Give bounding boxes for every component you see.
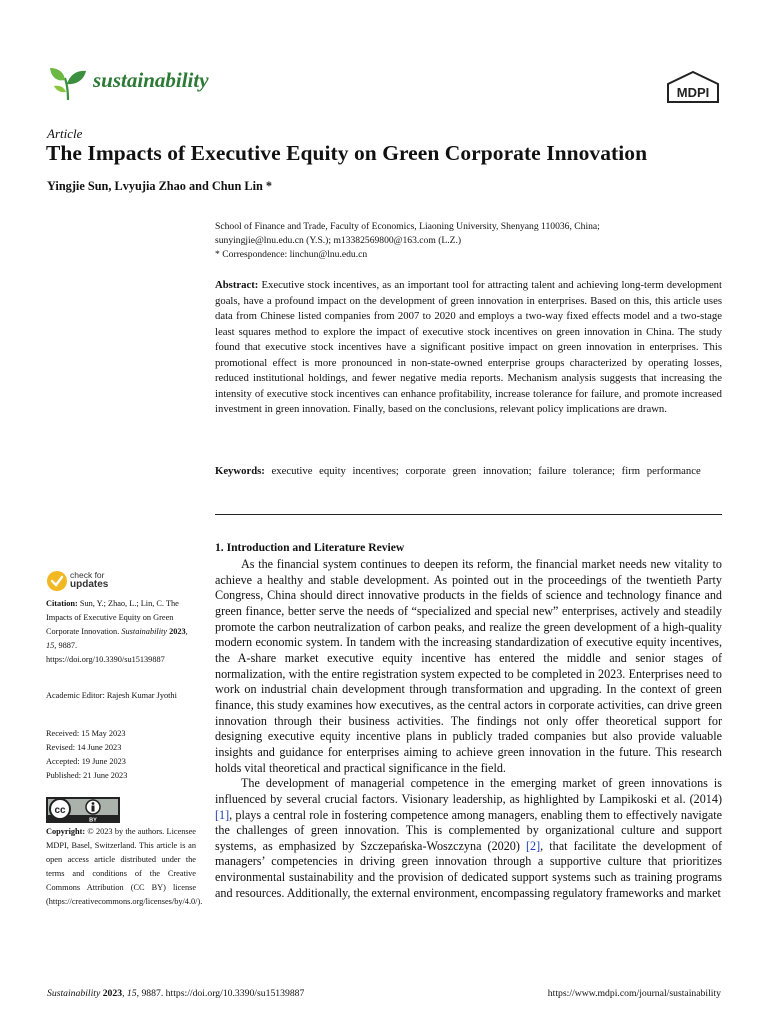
citation-block: Citation: Sun, Y.; Zhao, L.; Lin, C. The Impacts of Executive Equity on Green Corporate Innovation. Sustainability 2023, 15, 9887. https://doi.org/10.3390/su15139887 — [46, 599, 188, 665]
paragraph: As the financial system continues to deepen its reform, the financial market needs new vitality to achieve a healthy and stable development. As pointed out in the proceedings of the twentieth Party Congress, China should direct innovative products in the fields of science and technology finance and green finance, better serve the needs of “specialized and special new” enterprises, actively and steadily promote the carbon neutralization of carbon peaks, and realize the green development of a high-quality modern economic system. In tandem with the increasing standardization of executive equity incentives, the A-share market executive equity incentive has entered the middle and senior stages of normalization, with the entire registration system expected to be completed in 2023. Enterprises need to work on industrial chain development through transformation and upgrading. In the context of green finance, this study examines how executives, as the central actors in corporate activities, can drive green innovation through their business activities. The findings not only offer theoretical support for designing executive equity incentive plans in publicly traded companies but also provide valuable insights and guidance for enterprises aiming to achieve green innovation in the future. This research holds vital theoretical and practical significance in the field. — [215, 557, 723, 775]
keywords-text: executive equity incentives; corporate green innovation; failure tolerance; firm performance — [264, 465, 701, 477]
keywords-label: Keywords: — [215, 465, 265, 477]
check-updates-icon — [46, 570, 68, 592]
cc-by-license-icon[interactable] — [46, 797, 120, 823]
journal-name: sustainability — [93, 68, 209, 92]
footer-journal-url[interactable]: https://www.mdpi.com/journal/sustainability — [547, 988, 721, 999]
paragraph: The development of managerial competence in the emerging market of green innovations is influenced by several crucial factors. Visionary leadership, as highlighted by Lampikoski et al. (2014) [1], plays a central role in fostering competence among managers, enabling them to effectively navigate the challenges of green innovation. This is complemented by organizational culture and support systems, as emphasized by Szczepańska-Woszczyna (2020) [2], that facilitate the development of managers’ competencies in driving green innovation through a supportive culture that prioritizes environmental sustainability and the provision of dedicated support systems such as training programs and resources. Additionally, the external environment, encompassing regulatory frameworks and market — [215, 776, 722, 900]
abstract-label: Abstract: — [215, 279, 259, 291]
abstract — [215, 278, 722, 418]
correspondence[interactable]: * Correspondence: linchun@lnu.edu.cn — [215, 249, 368, 261]
affiliation-line: School of Finance and Trade, Faculty of Economics, Liaoning University, Shenyang 110036, China; — [215, 221, 600, 232]
citation-link[interactable]: [2] — [526, 838, 541, 853]
citation-link[interactable]: [1] — [215, 807, 230, 822]
abstract-text: Executive stock incentives, as an important tool for attracting talent and achieving long-term development goals, have a profound impact on the development of green innovation in enterprises. Based on this, this article uses data from Chinese listed companies from 2007 to 2020 and employs a two-way fixed effects model and a two-stage least squares method to explore the impact of executive stock incentives on green innovation in China. The study found that executive stock incentives have a significant positive impact on green innovation in enterprises. This promotional effect is more pronounced in non-state-owned enterprise groups characterized by operating losses, reduced institutional holdings, and fewer negative media reports. Mechanism analysis suggests that increasing the intensity of executive stock incentives can enhance profitability, increase tolerance for failure, and promote increased investment in green innovation. Finally, based on the conclusions, relevant policy implications are drawn. — [215, 279, 722, 415]
body-text — [215, 557, 722, 901]
footer-citation: Sustainability 2023, 15, 9887. https://doi.org/10.3390/su15139887 — [47, 988, 305, 999]
affiliation — [215, 220, 721, 263]
received-date: Received: 15 May 2023 — [46, 729, 126, 738]
keywords — [215, 463, 722, 479]
revised-date: Revised: 14 June 2023 — [46, 743, 122, 753]
authors: Yingjie Sun, Lvyujia Zhao and Chun Lin * — [47, 179, 273, 193]
copyright-notice: Copyright: © 2023 by the authors. Licensee MDPI, Basel, Switzerland. This article is an open access article distributed under the terms and conditions of the Creative Commons Attribution (CC BY) license (https://creativecommons.org/licenses/by/4.0/). — [46, 827, 203, 907]
publisher-name: MDPI — [676, 85, 710, 100]
published-date: Published: 21 June 2023 — [46, 771, 128, 781]
svg-text:cc: cc — [54, 805, 66, 816]
article-title: The Impacts of Executive Equity on Green Corporate Innovation — [46, 141, 648, 165]
author-emails[interactable]: sunyingjie@lnu.edu.cn (Y.S.); m13382569800@163.com (L.Z.) — [215, 235, 462, 247]
section-heading: 1. Introduction and Literature Review — [215, 541, 405, 554]
divider — [215, 514, 722, 515]
sustainability-logo-icon — [48, 62, 88, 102]
cc-by-label: BY — [89, 817, 97, 823]
mdpi-logo-icon — [666, 70, 720, 104]
check-for-updates-button[interactable]: check for updates — [46, 570, 126, 596]
academic-editor: Academic Editor: Rajesh Kumar Jyothi — [46, 691, 177, 700]
dates-block — [46, 727, 196, 783]
accepted-date: Accepted: 19 June 2023 — [46, 757, 126, 767]
article-type: Article — [47, 126, 83, 141]
